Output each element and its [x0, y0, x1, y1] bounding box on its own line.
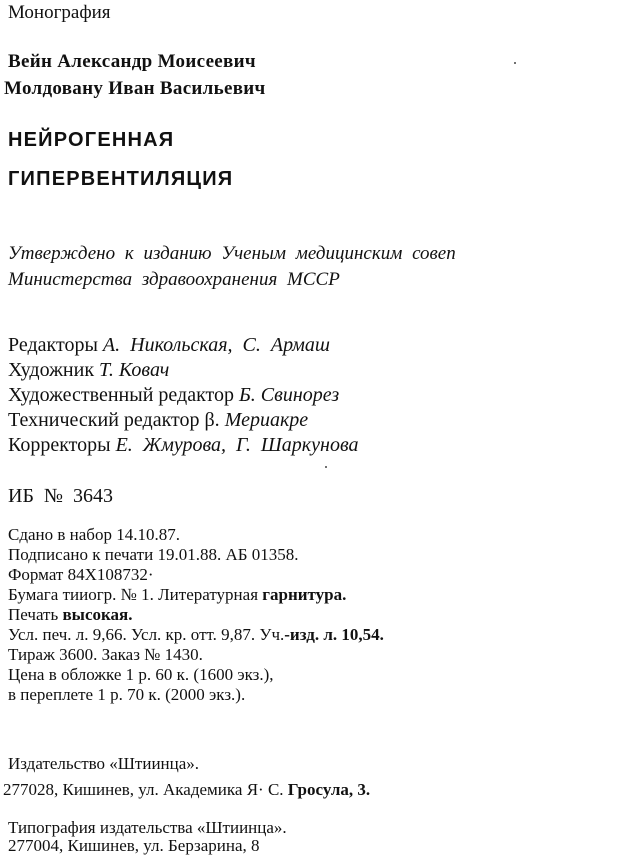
- imprint-sent: Сдано в набор 14.10.87.: [8, 525, 180, 544]
- imprint-printing: [8, 605, 132, 625]
- imprint-price-2: в переплете 1 р. 70 к. (2000 экз.).: [8, 685, 246, 704]
- credit-editors: [8, 334, 330, 357]
- speck-mark: [325, 466, 327, 468]
- publisher-address: [3, 780, 370, 800]
- imprint-signed: Подписано к печати 19.01.88. АБ 01358.: [8, 545, 299, 564]
- credit-artist: [8, 359, 169, 382]
- imprint-sheets-text: Усл. печ. л. 9,66. Усл. кр. отт. 9,87. Уч.: [8, 625, 285, 644]
- credit-role: Корректоры: [8, 434, 111, 456]
- publisher-address-text: 277028, Кишинев, ул. Академика Я· С.: [3, 780, 284, 799]
- credit-role: Редакторы: [8, 334, 98, 356]
- publisher-name: Издательство «Штиинца».: [8, 754, 200, 773]
- genre-label: Монография: [8, 2, 111, 23]
- author-1: Вейн Александр Моисеевич: [8, 51, 256, 72]
- imprint-paper-text: Бумага тииогр. № 1. Литературная: [8, 585, 259, 604]
- imprint-paper: [8, 585, 346, 605]
- approval-line-2: Министерства здравоохранения МССР: [8, 269, 340, 290]
- printer-name: Типография издательства «Штиинца».: [8, 818, 287, 837]
- credit-role: Технический редактор β.: [8, 409, 220, 431]
- printer-address: 277004, Кишинев, ул. Берзарина, 8: [8, 836, 260, 855]
- speck-mark: [514, 62, 516, 64]
- imprint-sheets: [8, 625, 384, 645]
- credit-role: Художник: [8, 359, 95, 381]
- credit-names: Т. Ковач: [99, 359, 170, 381]
- credit-names: Б. Свинорез: [239, 384, 340, 406]
- credit-art-editor: [8, 384, 339, 407]
- imprint-printing-text: Печать: [8, 605, 59, 624]
- title-line-2: ГИПЕРВЕНТИЛЯЦИЯ: [8, 168, 234, 190]
- credit-names: А. Никольская, С. Армаш: [102, 334, 330, 356]
- imprint-printing-bold: высокая.: [62, 605, 133, 624]
- credit-proofreaders: [8, 434, 358, 457]
- credit-tech-editor: [8, 409, 308, 432]
- ib-number: ИБ № 3643: [8, 485, 114, 507]
- imprint-paper-bold: гарнитура.: [262, 585, 347, 604]
- approval-line-1: Утверждено к изданию Ученым медицинским совеп: [8, 243, 456, 264]
- imprint-price-1: Цена в обложке 1 р. 60 к. (1600 экз.),: [8, 665, 274, 684]
- imprint-run: Тираж 3600. Заказ № 1430.: [8, 645, 203, 664]
- imprint-sheets-bold: -изд. л. 10,54.: [284, 625, 384, 644]
- title-line-1: НЕЙРОГЕННАЯ: [8, 129, 175, 151]
- author-2: Молдовану Иван Васильевич: [4, 78, 266, 99]
- credit-names: Е. Жмурова, Г. Шаркунова: [115, 434, 359, 456]
- credit-names: Мериакре: [224, 409, 309, 431]
- credit-role: Художественный редактор: [8, 384, 234, 406]
- imprint-format: Формат 84Х108732·: [8, 565, 154, 584]
- publisher-address-bold: Гросула, 3.: [287, 780, 371, 799]
